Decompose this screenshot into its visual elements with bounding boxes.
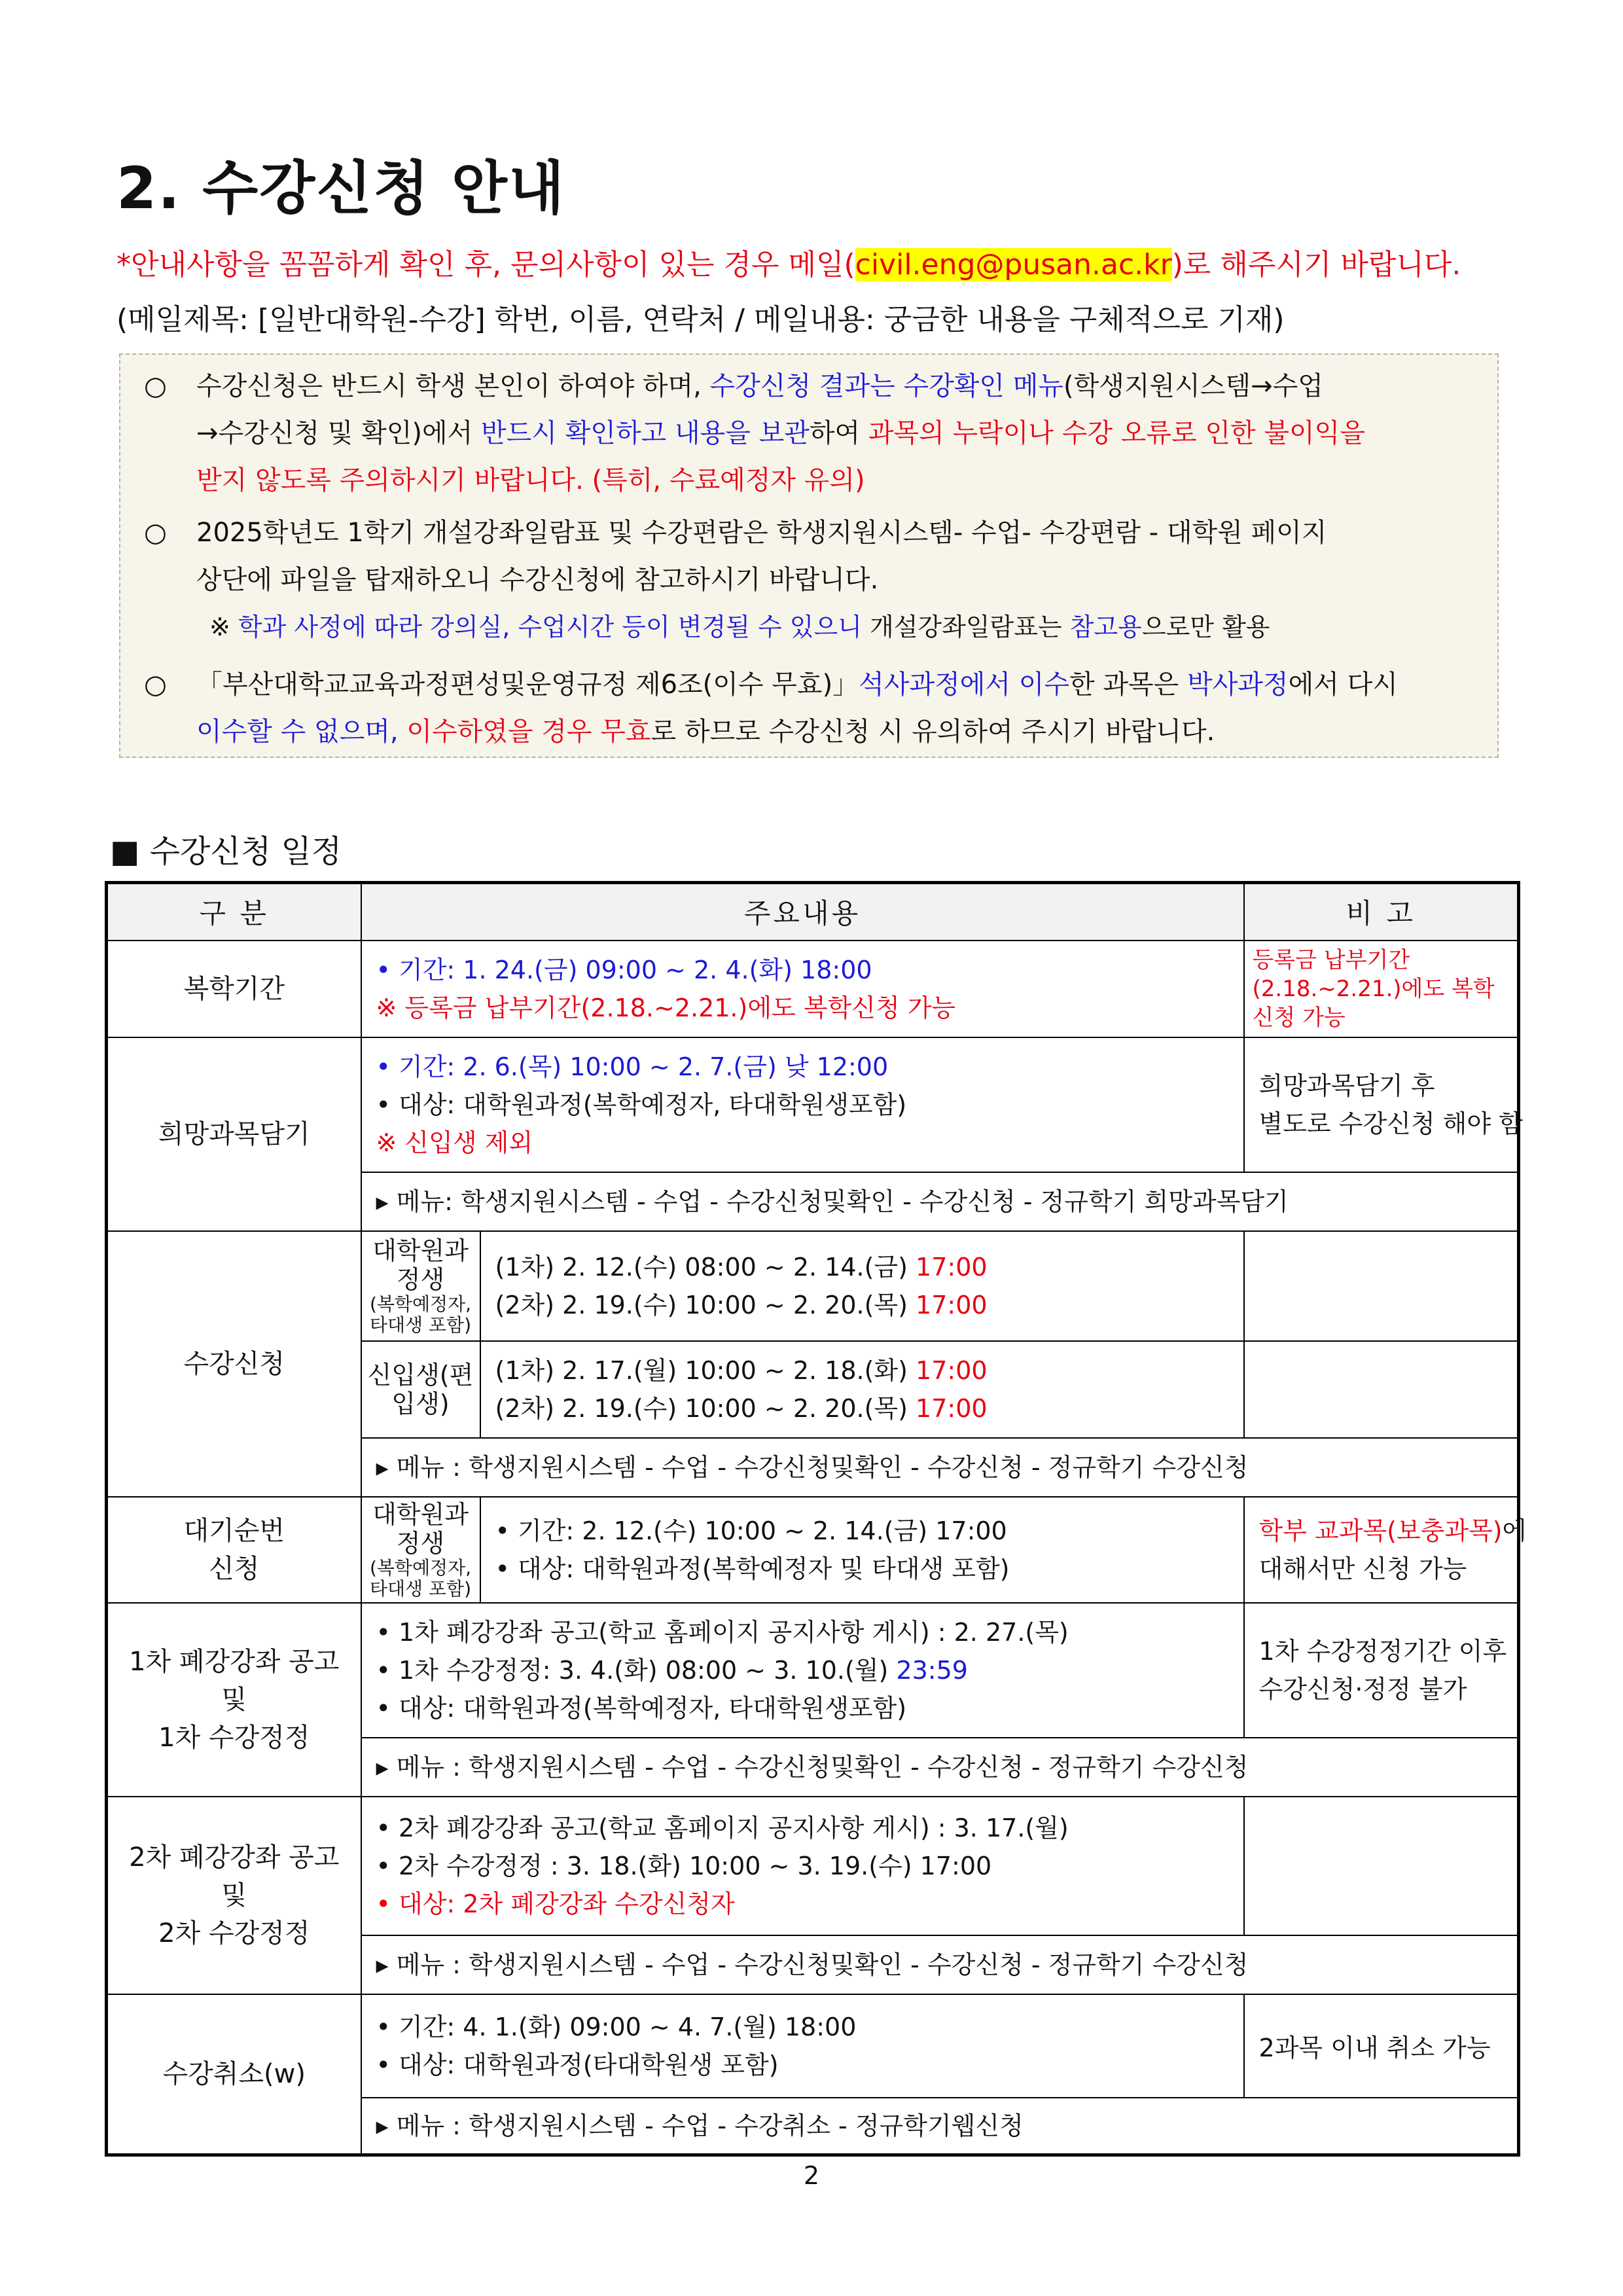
text-emphasis: 수강신청 결과는 수강확인 메뉴 xyxy=(709,371,1063,401)
content-line: • 대상: 대학원과정(복학예정자, 타대학원생포함) xyxy=(376,1090,907,1119)
category-line: 2차 폐강강좌 공고 xyxy=(129,1842,340,1873)
menu-path: ▸ 메뉴: 학생지원시스템 - 수업 - 수강신청및확인 - 수강신청 - 정규학기 희망과목담기 xyxy=(361,1172,1519,1231)
row-content xyxy=(361,1797,1244,1935)
row-content xyxy=(361,1603,1244,1738)
text: 하여 xyxy=(809,418,868,448)
text-emphasis: 학과 사정에 따라 강의실, 수업시간 등이 변경될 수 있으니 xyxy=(238,613,862,641)
subcategory-label: 대학원과정생 xyxy=(372,1499,469,1558)
text-warning: 이수하였을 경우 무효 xyxy=(406,717,651,747)
content-line: (1차) 2. 12.(수) 08:00 ~ 2. 14.(금) xyxy=(495,1252,916,1282)
content-line: • 1차 수강정정: 3. 4.(화) 08:00 ~ 3. 10.(월) xyxy=(376,1655,897,1685)
category-line: 대기순번 xyxy=(183,1515,285,1546)
notice-text: *안내사항을 꼼꼼하게 확인 후, 문의사항이 있는 경우 메일( xyxy=(116,248,855,281)
category-line: 및 xyxy=(221,1684,247,1715)
notice-item-2-line-1: 2025학년도 1학기 개설강좌일람표 및 수강편람은 학생지원시스템- 수업- 수강편람 - 대학원 페이지 xyxy=(196,518,1327,548)
category-line: 신청 xyxy=(209,1553,260,1584)
remark-line: 대해서만 신청 가능 xyxy=(1258,1554,1467,1583)
text: 「부산대학교교육과정편성및운영규정 제6조(이수 무효)」 xyxy=(196,670,859,700)
notice-text-end: )로 해주시기 바랍니다. xyxy=(1171,248,1461,281)
row-content xyxy=(361,941,1244,1037)
content-line: • 기간: 2. 12.(수) 10:00 ~ 2. 14.(금) 17:00 xyxy=(495,1516,1007,1545)
mail-format-instruction: (메일제목: [일반대학원-수강] 학번, 이름, 연락처 / 메일내용: 궁금한 내용을 구체적으로 기재) xyxy=(116,303,1285,336)
row-subcategory xyxy=(361,1231,480,1341)
menu-path: ▸ 메뉴 : 학생지원시스템 - 수업 - 수강신청및확인 - 수강신청 - 정규학기 수강신청 xyxy=(361,1438,1519,1497)
content-line: • 기간: 4. 1.(화) 09:00 ~ 4. 7.(월) 18:00 xyxy=(376,2012,857,2041)
remark-highlight: 학부 교과목(보충과목) xyxy=(1258,1516,1503,1545)
table-row xyxy=(107,1497,1519,1603)
content-line: • 기간: 1. 24.(금) 09:00 ~ 2. 4.(화) 18:00 xyxy=(376,955,872,984)
text: 에서 다시 xyxy=(1288,670,1398,700)
text: 로 하므로 수강신청 시 유의하여 주시기 바랍니다. xyxy=(651,717,1215,747)
content-line: • 2차 폐강강좌 공고(학교 홈페이지 공지사항 게시) : 3. 17.(월) xyxy=(376,1813,1069,1842)
row-content xyxy=(361,1994,1244,2098)
row-remarks xyxy=(1244,1497,1527,1603)
notice-box xyxy=(119,353,1499,758)
table-row xyxy=(107,1231,1519,1341)
column-header-category: 구 분 xyxy=(107,883,361,941)
notice-item-3 xyxy=(144,661,1459,755)
content-line: • 기간: 2. 6.(목) 10:00 ~ 2. 7.(금) 낮 12:00 xyxy=(376,1052,889,1081)
table-header-row xyxy=(107,883,1519,941)
remark-text: 에 xyxy=(1502,1516,1527,1545)
row-remarks: 2과목 이내 취소 가능 xyxy=(1244,1994,1519,2098)
row-subcategory: 신입생(편입생) xyxy=(361,1341,480,1438)
row-remarks xyxy=(1244,1037,1523,1172)
row-category xyxy=(107,1797,361,1994)
row-category: 수강신청 xyxy=(107,1231,361,1497)
notice-line xyxy=(116,241,1461,283)
category-line: 1차 수강정정 xyxy=(158,1722,310,1753)
time-highlight: 17:00 xyxy=(916,1393,988,1423)
time-highlight: 23:59 xyxy=(896,1655,968,1685)
notice-item-1 xyxy=(144,363,1459,504)
content-line: (1차) 2. 17.(월) 10:00 ~ 2. 18.(화) xyxy=(495,1355,916,1385)
notice-item-2-note xyxy=(144,603,1459,651)
note-mark: ※ xyxy=(209,613,238,641)
column-header-content: 주요내용 xyxy=(361,883,1244,941)
text-emphasis: 박사과정 xyxy=(1187,670,1289,700)
row-category xyxy=(107,1603,361,1797)
contact-email-link[interactable]: civil.eng@pusan.ac.kr xyxy=(855,248,1172,281)
text-emphasis: 이수할 수 없으며, xyxy=(196,717,407,747)
content-line: • 2차 수강정정 : 3. 18.(화) 10:00 ~ 3. 19.(수) 17:00 xyxy=(376,1851,992,1880)
content-line: • 대상: 대학원과정(타대학원생 포함) xyxy=(376,2050,779,2079)
table-row xyxy=(107,1797,1519,1935)
text: 한 과목은 xyxy=(1069,670,1188,700)
table-row xyxy=(107,1037,1519,1172)
menu-path: ▸ 메뉴 : 학생지원시스템 - 수업 - 수강신청및확인 - 수강신청 - 정규학기 수강신청 xyxy=(361,1935,1519,1994)
time-highlight: 17:00 xyxy=(916,1290,988,1319)
notice-item-3-line-2 xyxy=(144,708,1459,755)
content-line: • 대상: 대학원과정(복학예정자 및 타대생 포함) xyxy=(495,1554,1010,1583)
page-title: 2. 수강신청 안내 xyxy=(116,154,565,222)
table-row xyxy=(107,941,1519,1037)
content-line: (2차) 2. 19.(수) 10:00 ~ 2. 20.(목) xyxy=(495,1393,916,1423)
menu-path: ▸ 메뉴 : 학생지원시스템 - 수업 - 수강신청및확인 - 수강신청 - 정규학기 수강신청 xyxy=(361,1738,1519,1797)
row-remarks xyxy=(1244,1231,1519,1341)
table-row xyxy=(107,1603,1519,1738)
table-row xyxy=(107,1994,1519,2098)
menu-path: ▸ 메뉴 : 학생지원시스템 - 수업 - 수강취소 - 정규학기웹신청 xyxy=(361,2098,1519,2155)
row-remarks: 등록금 납부기간(2.18.~2.21.)에도 복학신청 가능 xyxy=(1244,941,1519,1037)
row-remarks xyxy=(1244,1603,1519,1738)
notice-item-1-line-3: 받지 않도록 주의하시기 바랍니다. (특히, 수료예정자 유의) xyxy=(196,465,865,495)
content-line: ※ 등록금 납부기간(2.18.~2.21.)에도 복학신청 가능 xyxy=(376,993,956,1022)
row-content xyxy=(480,1231,1244,1341)
time-highlight: 17:00 xyxy=(916,1355,988,1385)
schedule-heading: ■ 수강신청 일정 xyxy=(110,833,342,870)
row-content xyxy=(480,1341,1244,1438)
content-line: ※ 신입생 제외 xyxy=(376,1128,533,1157)
notice-item-1-line-1 xyxy=(144,363,1459,410)
row-remarks xyxy=(1244,1341,1519,1438)
subcategory-note: (복학예정자, 타대생 포함) xyxy=(369,1556,472,1600)
text: 으로만 활용 xyxy=(1141,613,1270,641)
schedule-table xyxy=(105,881,1527,2157)
category-line: 2차 수강정정 xyxy=(158,1918,310,1948)
time-highlight: 17:00 xyxy=(916,1252,988,1282)
row-content xyxy=(361,1037,1244,1172)
notice-item-1-line-2 xyxy=(144,410,1459,457)
category-line: 및 xyxy=(221,1880,247,1910)
circle-bullet-icon: ○ xyxy=(144,371,167,401)
text: →수강신청 및 확인)에서 xyxy=(196,418,482,448)
text: 수강신청은 반드시 학생 본인이 하여야 하며, xyxy=(196,371,710,401)
text-warning: 과목의 누락이나 수강 오류로 인한 불이익을 xyxy=(868,418,1365,448)
row-remarks xyxy=(1244,1797,1519,1935)
row-content xyxy=(480,1497,1244,1603)
content-line: • 대상: 대학원과정(복학예정자, 타대학원생포함) xyxy=(376,1693,907,1723)
row-subcategory xyxy=(361,1497,480,1603)
row-category: 수강취소(w) xyxy=(107,1994,361,2155)
subcategory-label: 대학원과정생 xyxy=(372,1236,469,1294)
text-emphasis: 반드시 확인하고 내용을 보관 xyxy=(481,418,810,448)
remark-line: 희망과목담기 후 xyxy=(1258,1071,1435,1100)
text-emphasis: 참고용 xyxy=(1069,613,1142,641)
row-category xyxy=(107,1497,361,1603)
content-line: (2차) 2. 19.(수) 10:00 ~ 2. 20.(목) xyxy=(495,1290,916,1319)
column-header-remarks: 비 고 xyxy=(1244,883,1519,941)
remark-line: 수강신청·정정 불가 xyxy=(1258,1674,1467,1704)
notice-item-2 xyxy=(144,509,1459,651)
text: (학생지원시스템→수업 xyxy=(1063,371,1323,401)
remark-line: 1차 수강정정기간 이후 xyxy=(1258,1636,1507,1666)
category-line: 1차 폐강강좌 공고 xyxy=(129,1646,340,1677)
circle-bullet-icon: ○ xyxy=(144,518,167,548)
text-emphasis: 석사과정에서 이수 xyxy=(859,670,1070,700)
text: 개설강좌일람표는 xyxy=(861,613,1070,641)
content-line: • 1차 폐강강좌 공고(학교 홈페이지 공지사항 게시) : 2. 27.(목) xyxy=(376,1617,1069,1647)
notice-item-2-line-2: 상단에 파일을 탑재하오니 수강신청에 참고하시기 바랍니다. xyxy=(196,565,879,595)
subcategory-note: (복학예정자, 타대생 포함) xyxy=(369,1293,472,1336)
remark-line: 별도로 수강신청 해야 함 xyxy=(1258,1109,1523,1138)
notice-item-3-line-1 xyxy=(144,661,1459,708)
row-category: 복학기간 xyxy=(107,941,361,1037)
circle-bullet-icon: ○ xyxy=(144,670,167,700)
content-line: • 대상: 2차 폐강강좌 수강신청자 xyxy=(376,1889,735,1918)
page-number: 2 xyxy=(803,2161,820,2190)
row-category: 희망과목담기 xyxy=(107,1037,361,1231)
